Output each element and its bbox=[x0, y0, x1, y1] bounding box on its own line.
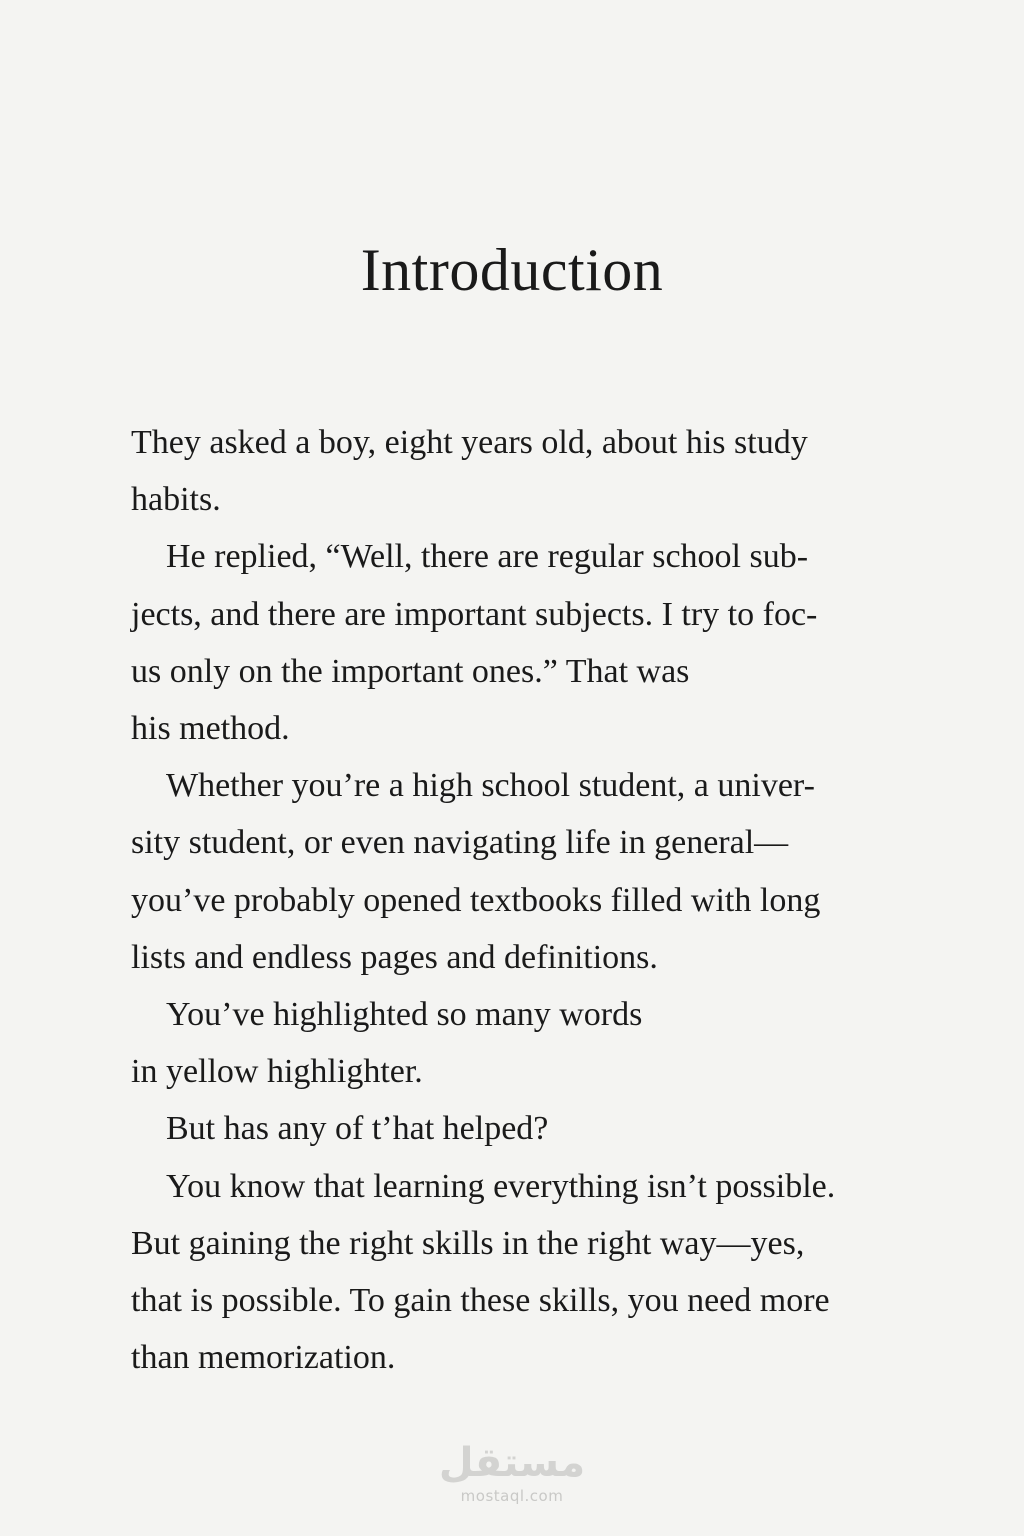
body-line: us only on the important ones.” That was bbox=[131, 652, 690, 690]
body-line: You know that learning everything isn’t possible. bbox=[166, 1167, 836, 1205]
chapter-body bbox=[131, 414, 931, 1386]
body-line: habits. bbox=[131, 481, 221, 519]
body-line: that is possible. To gain these skills, you need more bbox=[131, 1282, 830, 1320]
body-line: You’ve highlighted so many words bbox=[166, 996, 643, 1034]
body-line: in yellow highlighter. bbox=[131, 1053, 423, 1091]
body-line: jects, and there are important subjects. I try to foc- bbox=[131, 595, 818, 633]
body-line: lists and endless pages and definitions. bbox=[131, 938, 658, 976]
body-line: you’ve probably opened textbooks filled with long bbox=[131, 881, 821, 919]
body-line: sity student, or even navigating life in general— bbox=[131, 824, 789, 862]
body-line: But has any of t’hat helped? bbox=[166, 1110, 549, 1148]
body-line: than memorization. bbox=[131, 1339, 396, 1377]
watermark-url: mostaql.com bbox=[460, 1487, 564, 1505]
body-line: his method. bbox=[131, 710, 290, 748]
chapter-title: Introduction bbox=[360, 237, 664, 303]
body-line: They asked a boy, eight years old, about his study bbox=[131, 424, 808, 461]
body-line: But gaining the right skills in the right way—yes, bbox=[131, 1224, 805, 1262]
watermark-logo: مستقل bbox=[438, 1440, 586, 1486]
body-line: He replied, “Well, there are regular school sub- bbox=[166, 538, 809, 576]
body-line: Whether you’re a high school student, a univer- bbox=[166, 767, 815, 805]
